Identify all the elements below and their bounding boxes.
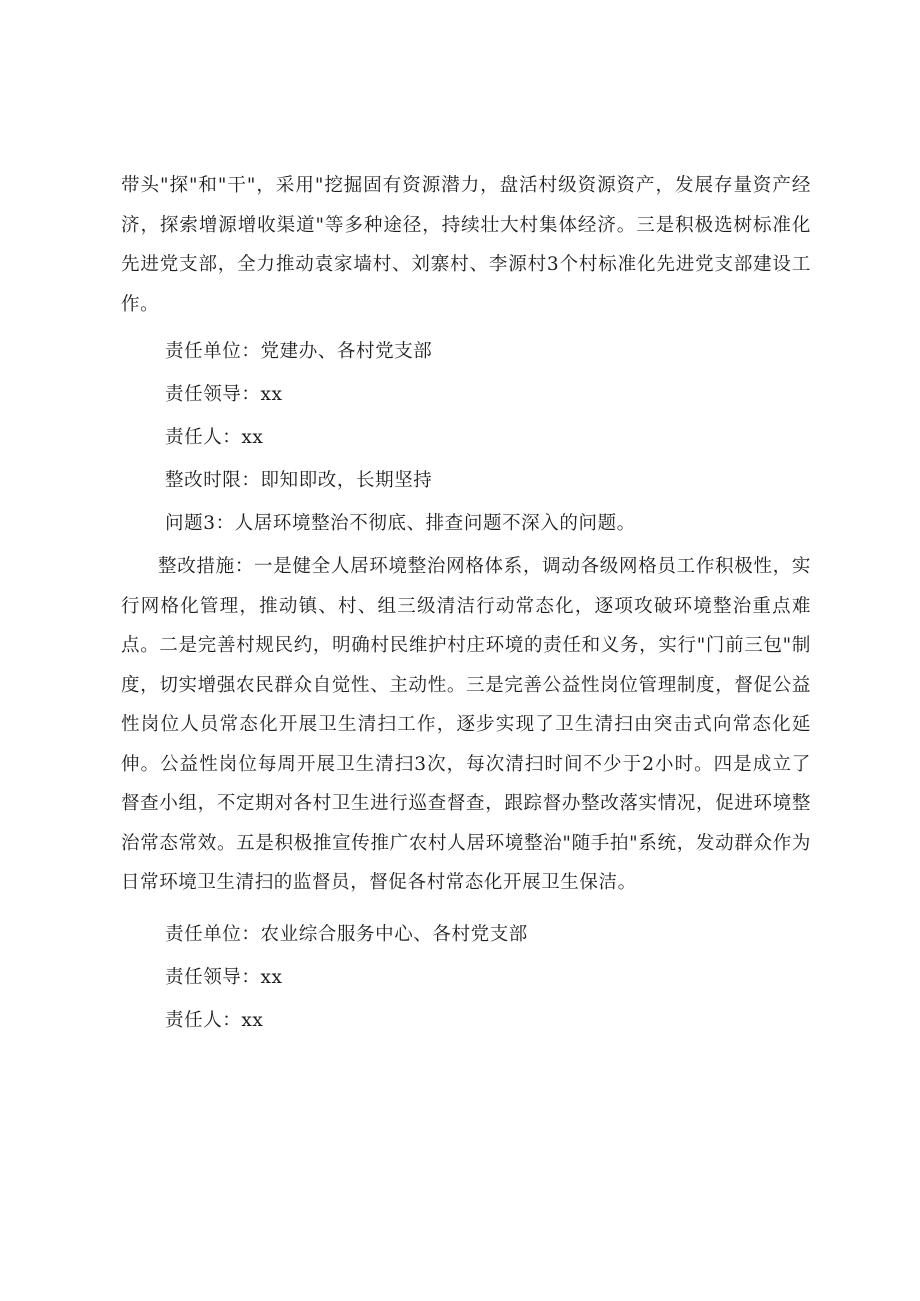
responsible-leader: 责任领导：xx (165, 384, 283, 405)
issue-3-measures: 整改措施：一是健全人居环境整治网格体系，调动各级网格员工作积极性，实行网格化管理，推动镇、村、组三级清洁行动常态化，逐项攻破环境整治重点难点。二是完善村规民约，明确村民维护村庄环境的责任和义务，实行"门前三包"制度，切实增强农民群众自觉性、主动性。三是完善公益性岗位管理制度，督促公益性岗位人员常态化开展卫生清扫工作，逐步实现了卫生清扫由突击式向常态化延伸。公益性岗位每周开展卫生清扫3次，每次清扫时间不少于2小时。四是成立了督查小组，不定期对各村卫生进行巡查督查，跟踪督办整改落实情况，促进环境整治常态常效。五是积极推宣传推广农村人居环境整治"随手拍"系统，发动群众作为日常环境卫生清扫的监督员，督促各村常态化开展卫生保洁。 (121, 556, 811, 893)
responsible-person-2: 责任人：xx (165, 1009, 264, 1031)
responsible-unit-2: 责任单位：农业综合服务中心、各村党支部 (165, 923, 528, 945)
responsible-person: 责任人：xx (165, 427, 264, 448)
responsibility-block-2 (121, 913, 811, 1042)
responsible-unit: 责任单位：党建办、各村党支部 (165, 341, 433, 362)
document-body (121, 166, 811, 1042)
issue-3-title: 问题3：人居环境整治不彻底、排查问题不深入的问题。 (165, 513, 636, 534)
paragraph-continuation: 带头"探"和"干"，采用"挖掘固有资源潜力，盘活村级资源资产，发展存量资产经济，探索增源增收渠道"等多种途径，持续壮大村集体经济。三是积极选树标准化先进党支部，全力推动袁家墙村、刘寨村、李源村3个村标准化先进党支部建设工作。 (121, 175, 811, 315)
responsible-leader-2: 责任领导：xx (165, 966, 283, 988)
rectification-deadline: 整改时限：即知即改，长期坚持 (165, 470, 433, 491)
responsibility-block-1 (121, 330, 811, 545)
